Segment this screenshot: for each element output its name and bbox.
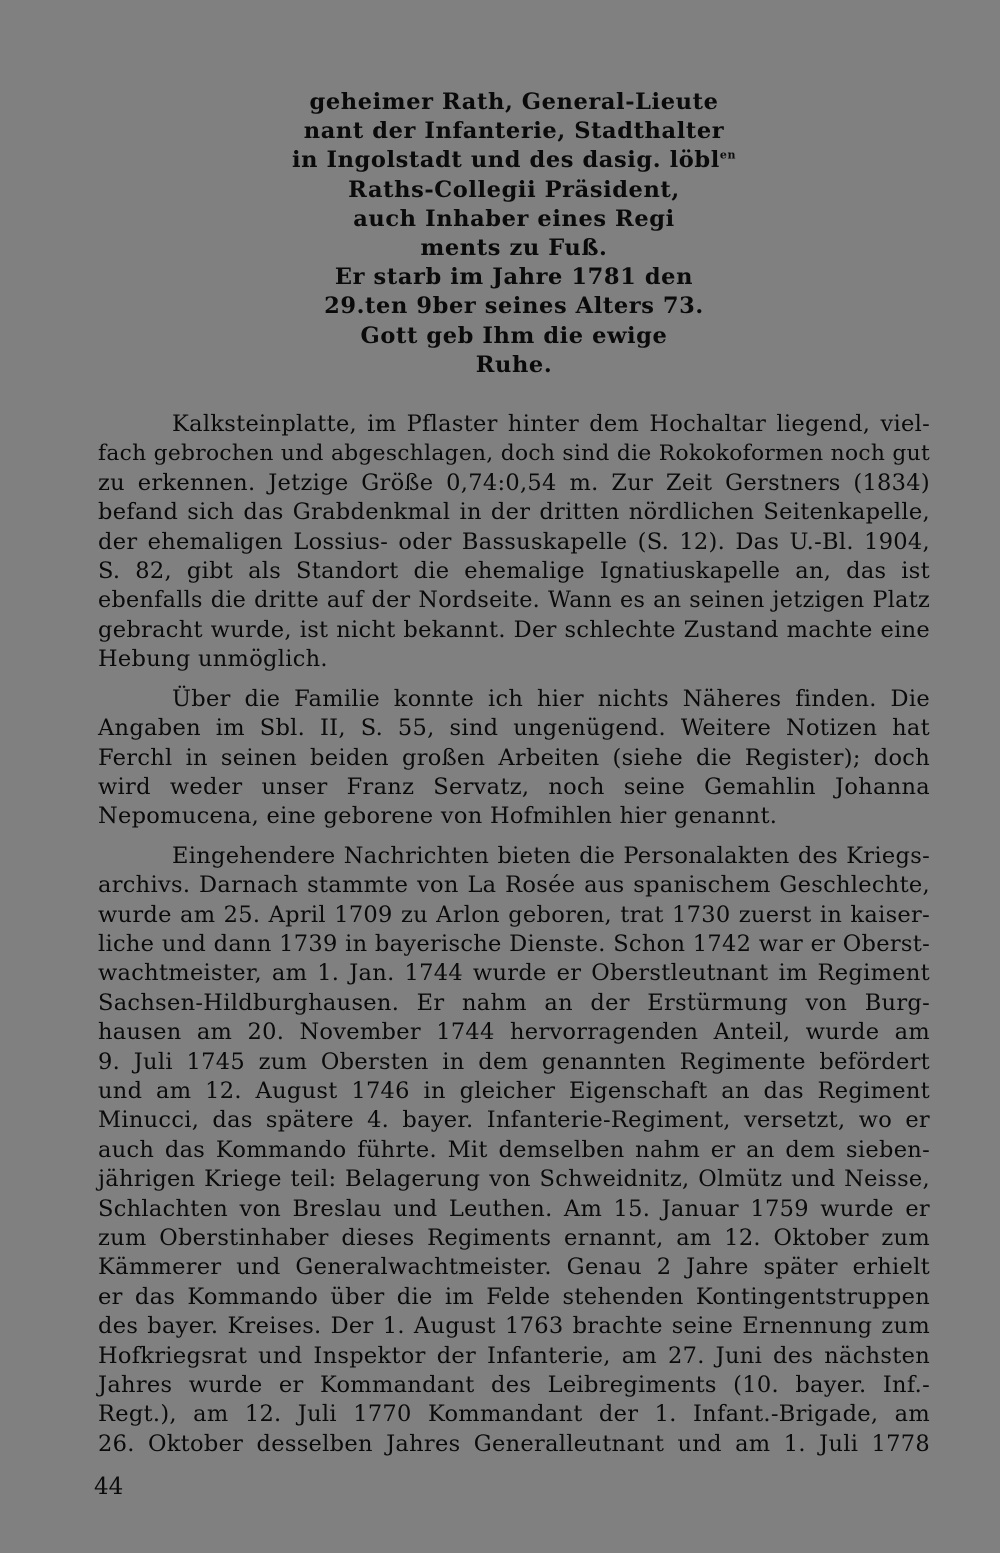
text-line: wird weder unser Franz Servatz, noch seine Gemahlin Johanna (98, 773, 930, 800)
text-line: hausen am 20. November 1744 hervorragenden Anteil, wurde am (98, 1019, 930, 1046)
inscription-line: 29.ten 9ber seines Alters 73. (324, 293, 704, 320)
text-line: befand sich das Grabdenkmal in der dritten nördlichen Seitenkapelle, (98, 499, 930, 526)
text-line: Kalksteinplatte, im Pflaster hinter dem Hochaltar liegend, viel- (172, 411, 930, 438)
text-line: zum Oberstinhaber dieses Regiments ernannt, am 12. Oktober zum (98, 1225, 930, 1251)
text-line: 9. Juli 1745 zum Obersten in dem genannten Regimente befördert (98, 1048, 930, 1075)
inscription-line: Gott geb Ihm die ewige (360, 322, 668, 349)
text-line: Jahres wurde er Kommandant des Leibregiments (10. bayer. Inf.- (98, 1372, 930, 1399)
text-line: gebracht wurde, ist nicht bekannt. Der schlechte Zustand machte eine (98, 616, 930, 643)
inscription-line: geheimer Rath, General-Lieute (309, 89, 719, 115)
text-line: archivs. Darnach stammte von La Rosée aus spanischem Geschlechte, (98, 872, 930, 899)
text-line: ebenfalls die dritte auf der Nordseite. Wann es an seinen jetzigen Platz (98, 587, 930, 614)
text-line: Ferchl in seinen beiden großen Arbeiten (siehe die Register); doch (98, 744, 930, 771)
text-line: liche und dann 1739 in bayerische Dienste. Schon 1742 war er Oberst- (98, 930, 930, 957)
inscription-line: ments zu Fuß. (420, 235, 608, 262)
text-line: Regt.), am 12. Juli 1770 Kommandant der 1. Infant.-Brigade, am (98, 1401, 930, 1428)
text-line: Sachsen-Hildburghausen. Er nahm an der Erstürmung von Burg- (98, 989, 930, 1016)
text-line: er das Kommando über die im Felde stehenden Kontingentstruppen (98, 1283, 930, 1310)
text-line: auch das Kommando führte. Mit demselben nahm er an dem sieben- (98, 1136, 930, 1163)
epitaph-inscription (98, 88, 930, 380)
text-line: wachtmeister, am 1. Jan. 1744 wurde er Oberstleutnant im Regiment (98, 960, 930, 987)
inscription-line: nant der Infanterie, Stadthalter (303, 118, 725, 145)
inscription-line (98, 146, 930, 175)
inscription-superscript: en (719, 148, 737, 162)
text-line: Schlachten von Breslau und Leuthen. Am 15. Januar 1759 wurde er (98, 1195, 930, 1222)
paragraph-family (98, 685, 930, 832)
text-line: zu erkennen. Jetzige Größe 0,74:0,54 m. Zur Zeit Gerstners (1834) (98, 469, 930, 496)
inscription-line: Ruhe. (475, 351, 553, 378)
inscription-line: Er starb im Jahre 1781 den (334, 264, 694, 291)
text-line: wurde am 25. April 1709 zu Arlon geboren, trat 1730 zuerst in kaiser- (98, 901, 930, 928)
body-text (98, 410, 930, 1459)
text-line: Angaben im Sbl. II, S. 55, sind ungenügend. Weitere Notizen hat (98, 715, 930, 742)
text-line: fach gebrochen und abgeschlagen, doch sind die Rokokoformen noch gut (98, 441, 930, 467)
paragraph-description (98, 410, 930, 675)
page-content (98, 88, 930, 1469)
text-line: Nepomucena, eine geborene von Hofmihlen hier genannt. (98, 803, 778, 830)
text-line: S. 82, gibt als Standort die ehemalige Ignatiuskapelle an, das ist (98, 558, 930, 585)
paragraph-biography (98, 842, 930, 1460)
text-line: jährigen Kriege teil: Belagerung von Schweidnitz, Olmütz und Neisse, (98, 1166, 930, 1193)
text-line: Minucci, das spätere 4. bayer. Infanterie-Regiment, versetzt, wo er (98, 1107, 930, 1134)
inscription-line: Raths-Collegii Präsident, (348, 176, 680, 203)
page-number: 44 (94, 1474, 124, 1500)
text-line: Hebung unmöglich. (98, 646, 328, 673)
inscription-line-text: in Ingolstadt und des dasig. löbl (291, 147, 720, 174)
text-line: Über die Familie konnte ich hier nichts Näheres finden. Die (172, 685, 930, 712)
text-line: Eingehendere Nachrichten bieten die Personalakten des Kriegs- (172, 842, 930, 869)
text-line: und am 12. August 1746 in gleicher Eigenschaft an das Regiment (98, 1077, 930, 1104)
text-line: der ehemaligen Lossius- oder Bassuskapelle (S. 12). Das U.-Bl. 1904, (98, 528, 930, 555)
text-line: 26. Oktober desselben Jahres Generalleutnant und am 1. Juli 1778 (98, 1430, 930, 1457)
text-line: des bayer. Kreises. Der 1. August 1763 brachte seine Ernennung zum (98, 1313, 930, 1340)
inscription-line: auch Inhaber eines Regi (353, 205, 675, 232)
text-line: Kämmerer und Generalwachtmeister. Genau 2 Jahre später erhielt (98, 1254, 930, 1281)
text-line: Hofkriegsrat und Inspektor der Infanterie, am 27. Juni des nächsten (98, 1342, 930, 1369)
